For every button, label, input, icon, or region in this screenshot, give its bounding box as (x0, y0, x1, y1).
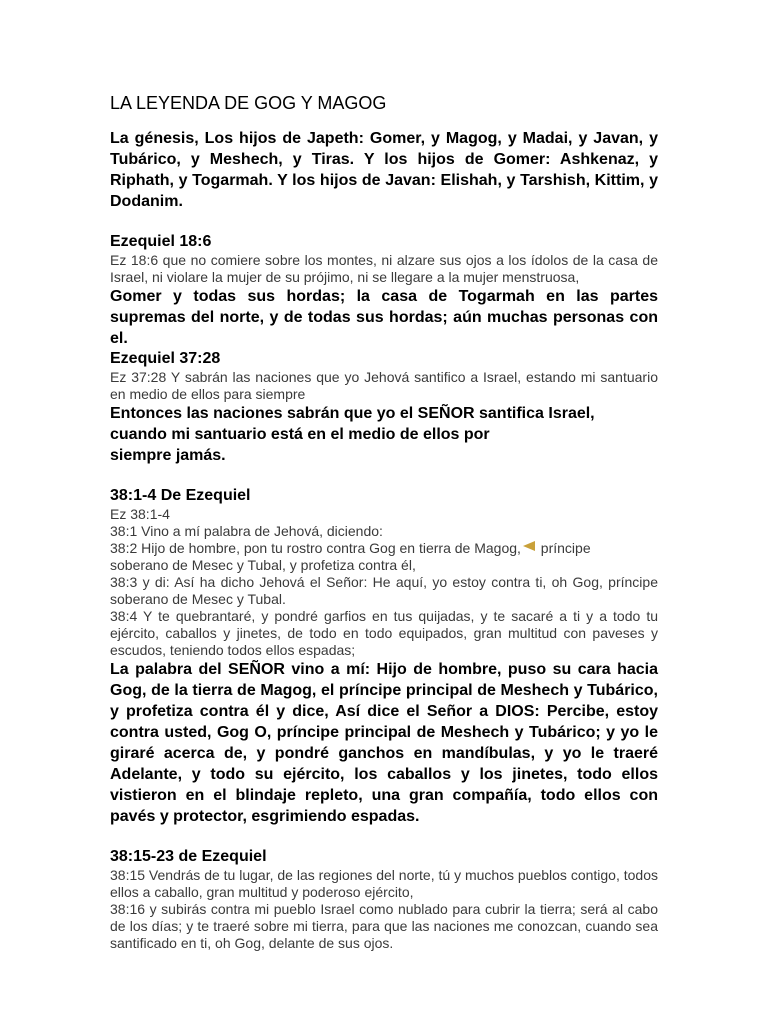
verse-text-part: 38:2 Hijo de hombre, pon tu rostro contra Gog en tierra de Magog, (110, 540, 521, 556)
section-heading-ezequiel-38-1-4: 38:1-4 De Ezequiel (110, 487, 251, 504)
speaker-icon[interactable] (523, 541, 535, 551)
verse-text-part: príncipe (540, 540, 591, 556)
verse-text: Ez 18:6 que no comiere sobre los montes, ni alzare sus ojos a los ídolos de la casa de Israel, ni violare la mujer de su prójimo, ni se llegare a la mujer menstruosa, (110, 252, 658, 285)
translation-line: cuando mi santuario está en el medio de ellos por (110, 426, 490, 443)
section-heading-ezequiel-37-28: Ezequiel 37:28 (110, 350, 221, 367)
verse-text: 38:3 y di: Así ha dicho Jehová el Señor: He aquí, yo estoy contra ti, oh Gog, príncipe soberano de Mesec y Tubal. (110, 574, 658, 607)
verse-text: 38:16 y subirás contra mi pueblo Israel como nublado para cubrir la tierra; será al cabo de los días; y te traeré sobre mi tierra, para que las naciones me conozcan, cuando sea santificado en ti, oh Gog, delante de sus ojos. (110, 901, 658, 951)
verse-text: 38:4 Y te quebrantaré, y pondré garfios en tus quijadas, y te sacaré a ti y a todo tu ejército, caballos y jinetes, de todo en todo equipados, gran multitud con paveses y escudos, teniendo todos ellos espadas; (110, 608, 658, 658)
verse-text: 38:1 Vino a mí palabra de Jehová, diciendo: (110, 523, 383, 539)
translation-line: Entonces las naciones sabrán que yo el SEÑOR santifica Israel, (110, 405, 595, 422)
verse-text (110, 540, 658, 557)
section-heading-ezequiel-38-15-23: 38:15-23 de Ezequiel (110, 848, 267, 865)
intro-paragraph: La génesis, Los hijos de Japeth: Gomer, y Magog, y Madai, y Javan, y Tubárico, y Meshech, y Tiras. Y los hijos de Gomer: Ashkenaz, y Riphath, y Togarmah. Y los hijos de Javan: Elishah, y Tarshish, Kittim, y Dodanim. (110, 130, 658, 210)
verse-text: soberano de Mesec y Tubal, y profetiza contra él, (110, 557, 416, 573)
translation-line: siempre jamás. (110, 447, 226, 464)
verse-text: Ez 37:28 Y sabrán las naciones que yo Jehová santifico a Israel, estando mi santuario en medio de ellos para siempre (110, 369, 658, 402)
section-heading-ezequiel-18-6: Ezequiel 18:6 (110, 233, 212, 250)
verse-reference: Ez 38:1-4 (110, 506, 170, 522)
translation-paragraph: Gomer y todas sus hordas; la casa de Togarmah en las partes supremas del norte, y de todas sus hordas; aún muchas personas con el. (110, 288, 658, 347)
verse-text: 38:15 Vendrás de tu lugar, de las regiones del norte, tú y muchos pueblos contigo, todos ellos a caballo, gran multitud y poderoso ejército, (110, 867, 658, 900)
document-title: LA LEYENDA DE GOG Y MAGOG (110, 93, 387, 113)
translation-paragraph: La palabra del SEÑOR vino a mí: Hijo de hombre, puso su cara hacia Gog, de la tierra de Magog, el príncipe principal de Meshech y Tubárico, y profetiza contra él y dice, Así dice el Señor a DIOS: Percibe, estoy contra usted, Gog O, príncipe principal de Meshech y Tubárico; y yo le giraré acerca de, y pondré ganchos en mandíbulas, y yo le traeré Adelante, y todo su ejército, los caballos y los jinetes, todo ellos vistieron en el blindaje repleto, una gran compañía, todo ellos con pavés y protector, esgrimiendo espadas. (110, 661, 658, 825)
